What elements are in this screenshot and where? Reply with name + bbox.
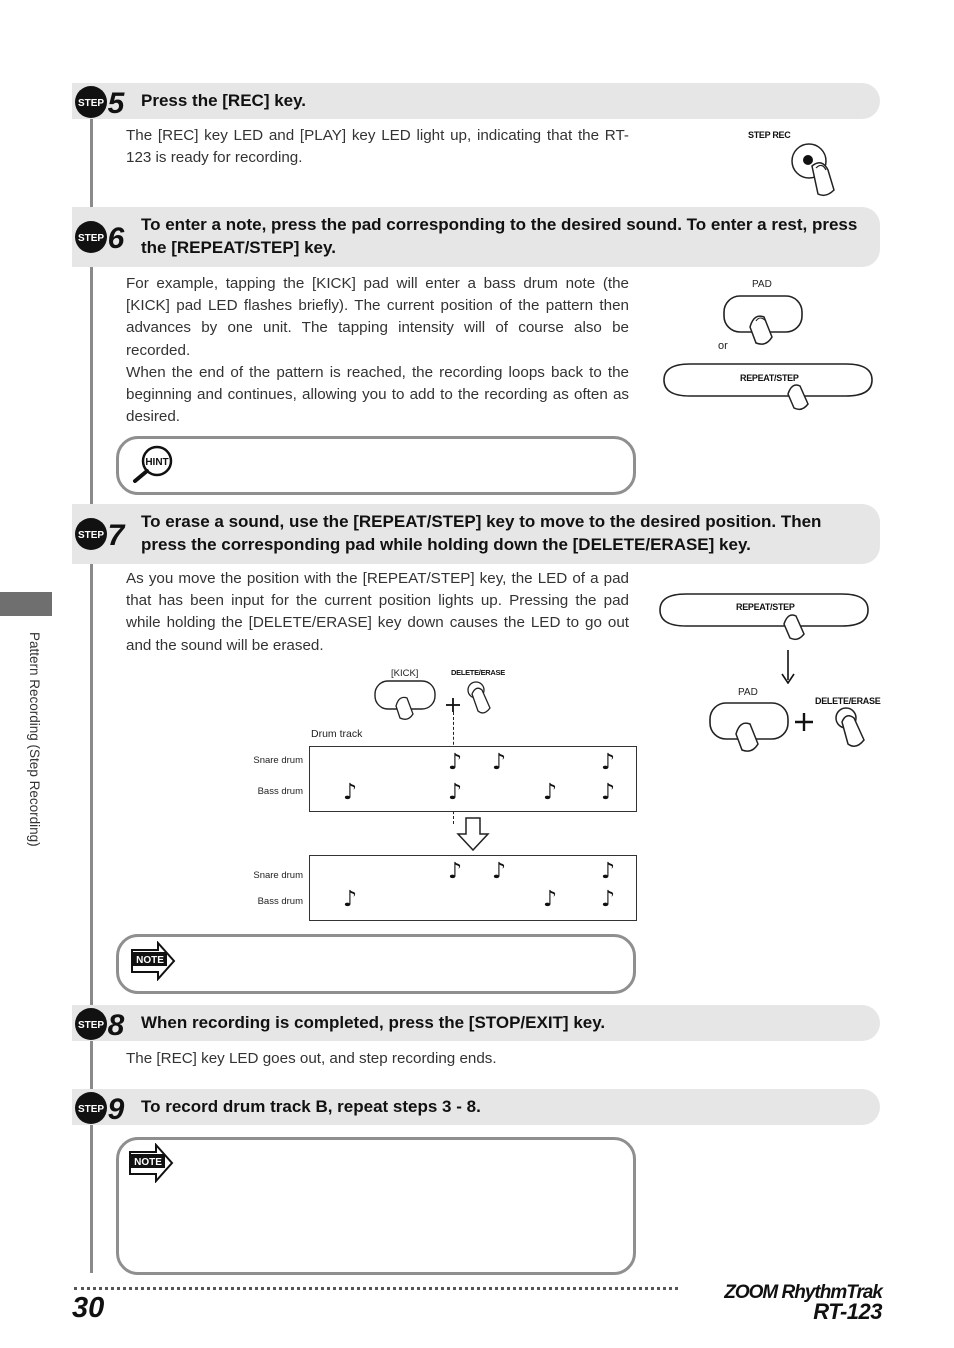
page-number: 30 [72, 1292, 105, 1324]
side-section-label: Pattern Recording (Step Recording) [27, 632, 42, 847]
svg-text:STEP: STEP [77, 233, 105, 244]
bass-drum-label-2: Bass drum [257, 896, 303, 907]
step5-badge [74, 84, 130, 120]
repeat-step-label-2: REPEAT/STEP [736, 602, 795, 612]
step6-badge [74, 219, 130, 255]
note-icon-1 [130, 941, 176, 981]
pad-label: PAD [752, 279, 772, 290]
step7-title: To erase a sound, use the [REPEAT/STEP] key to move to the desired position. Then press the corresponding pad while holding down the [DELETE/ERASE] key. [141, 512, 822, 554]
svg-text:5: 5 [107, 87, 125, 120]
svg-text:STEP: STEP [77, 1104, 105, 1115]
svg-text:8: 8 [107, 1009, 125, 1042]
note-snare-1b: ♪ [448, 859, 463, 884]
step8-title: When recording is completed, press the [STOP/EXIT] key. [141, 1013, 606, 1032]
down-arrow-icon [780, 650, 796, 684]
result-arrow-icon [456, 816, 490, 852]
drum-track-label: Drum track [311, 728, 363, 740]
step9-badge [74, 1090, 130, 1126]
note-box-1 [116, 934, 636, 994]
footer-dotted-rule [74, 1287, 678, 1290]
repeat-step-key-icon-2 [656, 590, 872, 646]
note-bass-4: ♪ [601, 780, 616, 805]
repeat-step-label-1: REPEAT/STEP [740, 373, 799, 383]
drum-track-after [309, 855, 637, 921]
step8-badge [74, 1006, 130, 1042]
hint-icon [130, 444, 176, 484]
snare-drum-label-1: Snare drum [253, 755, 303, 766]
brand-logo-line2: RT-123 [813, 1299, 882, 1324]
svg-text:STEP: STEP [77, 1020, 105, 1031]
step9-title: To record drum track B, repeat steps 3 - 8. [141, 1097, 481, 1116]
side-tab [0, 592, 52, 616]
note-bass-1b: ♪ [343, 887, 358, 912]
step6-title: To enter a note, press the pad corresponding to the desired sound. To enter a rest, press the [REPEAT/STEP] key. [141, 215, 858, 257]
pad-delete-erase-icon [706, 700, 876, 756]
svg-text:9: 9 [107, 1093, 125, 1126]
note-bass-2: ♪ [448, 780, 463, 805]
note-box-2 [116, 1137, 636, 1275]
note-snare-3b: ♪ [601, 859, 616, 884]
brand-logo-line1: ZOOM RhythmTrak [724, 1282, 882, 1303]
or-label: or [718, 340, 728, 352]
repeat-step-key-icon [660, 360, 876, 412]
svg-text:7: 7 [107, 519, 125, 552]
note-bass-3b: ♪ [543, 887, 558, 912]
snare-drum-label-2: Snare drum [253, 870, 303, 881]
note-bass-4b: ♪ [601, 887, 616, 912]
step6-paragraph-1: For example, tapping the [KICK] pad will enter a bass drum note (the [KICK] pad LED flashes briefly). The current position of the pattern then advances by one unit. The tapping intensity will of course also be recorded. [126, 275, 629, 359]
step7-paragraph: As you move the position with the [REPEAT/STEP] key, the LED of a pad that has been input for the current position lights up. Pressing the pad while holding the [DELETE/ERASE] key down causes the LED to go out and the sound will be erased. [126, 570, 629, 654]
note-snare-3: ♪ [601, 750, 616, 775]
svg-text:NOTE: NOTE [136, 955, 164, 966]
step5-paragraph: The [REC] key LED and [PLAY] key LED light up, indicating that the RT-123 is ready for recording. [126, 127, 629, 167]
svg-text:NOTE: NOTE [134, 1157, 162, 1168]
hint-box [116, 436, 636, 495]
svg-text:STEP: STEP [77, 530, 105, 541]
kick-label: [KICK] [391, 668, 419, 679]
note-snare-2b: ♪ [492, 859, 507, 884]
note-bass-1: ♪ [343, 780, 358, 805]
step5-title: Press the [REC] key. [141, 91, 307, 110]
kick-delete-erase-icon [372, 676, 498, 722]
pad-label-2: PAD [738, 687, 758, 698]
delete-erase-label-1: DELETE/ERASE [815, 696, 881, 706]
note-bass-3: ♪ [543, 780, 558, 805]
bass-drum-label-1: Bass drum [257, 786, 303, 797]
step6-paragraph-2: When the end of the pattern is reached, the recording loops back to the beginning and continues, allowing you to add to the recording as often as desired. [126, 364, 629, 426]
svg-text:6: 6 [107, 222, 125, 255]
step-rec-label: STEP REC [748, 130, 791, 140]
note-icon-2 [128, 1143, 174, 1183]
svg-text:HINT: HINT [145, 457, 169, 468]
delete-erase-label-2: DELETE/ERASE [451, 668, 505, 677]
note-snare-1: ♪ [448, 750, 463, 775]
note-snare-2: ♪ [492, 750, 507, 775]
svg-text:STEP: STEP [77, 98, 105, 109]
drum-track-before [309, 746, 637, 812]
step-rec-key-icon [782, 140, 842, 200]
step7-badge [74, 516, 130, 552]
step8-paragraph: The [REC] key LED goes out, and step recording ends. [126, 1050, 497, 1067]
pad-key-icon [720, 293, 810, 349]
